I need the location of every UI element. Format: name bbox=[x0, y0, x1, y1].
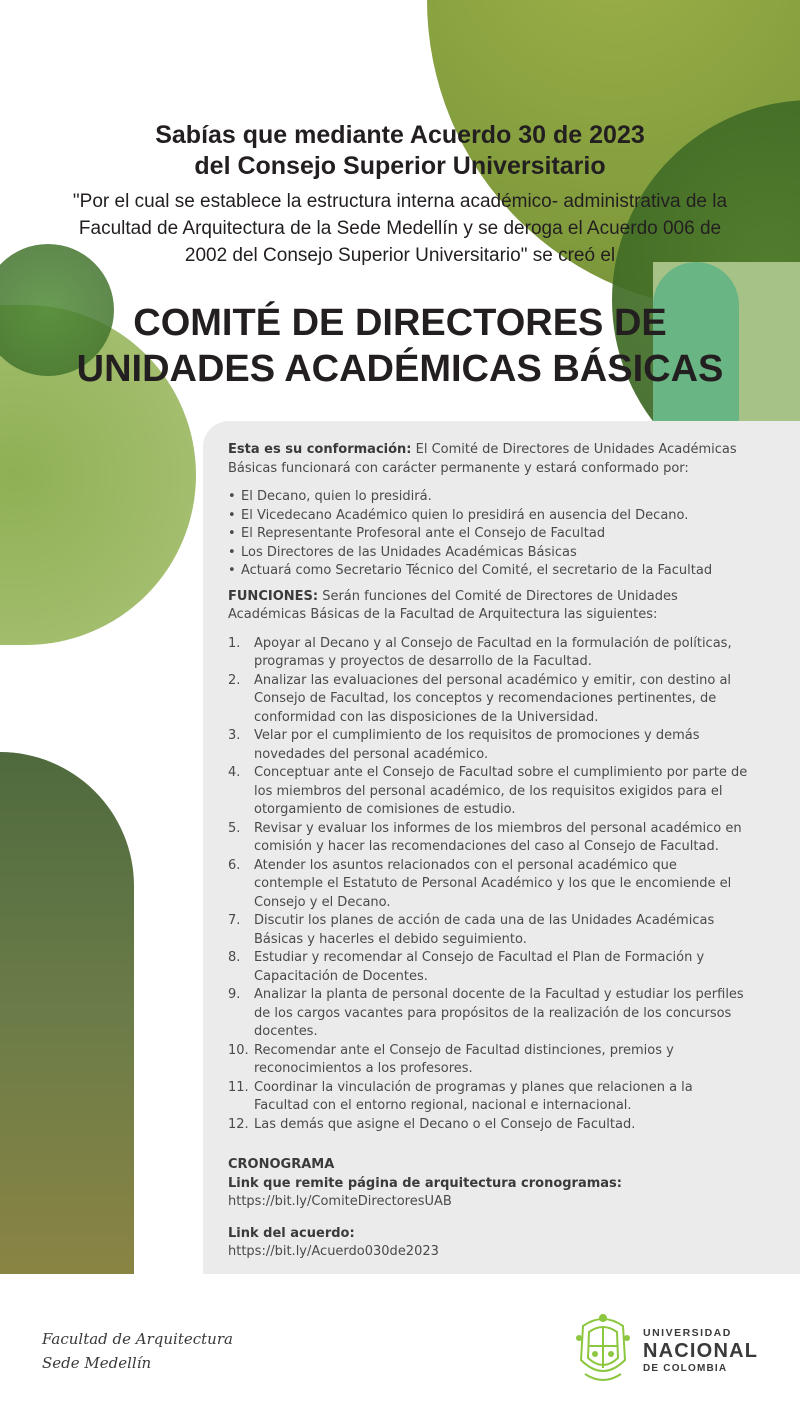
list-item bbox=[228, 857, 748, 913]
acuerdo-label: Link del acuerdo: bbox=[228, 1225, 355, 1241]
cronograma-section bbox=[228, 1156, 748, 1212]
list-item bbox=[228, 820, 748, 857]
conformacion-list bbox=[228, 488, 748, 581]
list-item: • Los Directores de las Unidades Académicas Básicas bbox=[228, 544, 748, 563]
list-item bbox=[228, 912, 748, 949]
item-text: Analizar la planta de personal docente de la Facultad y estudiar los perfiles de los cargos vacantes para propósitos de la realización de los concursos docentes. bbox=[254, 987, 744, 1039]
item-number: 10. bbox=[228, 1042, 249, 1058]
funciones-paragraph bbox=[228, 588, 748, 625]
list-item: • El Representante Profesoral ante el Consejo de Facultad bbox=[228, 525, 748, 544]
item-text: Conceptuar ante el Consejo de Facultad sobre el cumplimiento por parte de los miembros del personal académico, de los requisitos exigidos para el otorgamiento de comisiones de estudio. bbox=[254, 765, 748, 817]
item-number: 11. bbox=[228, 1079, 249, 1095]
conformacion-text: El Comité de Directores de Unidades Académicas Básicas funcionará con carácter permanente y estará conformado por: bbox=[228, 442, 737, 476]
item-number: 5. bbox=[228, 820, 241, 836]
cronograma-title: CRONOGRAMA bbox=[228, 1157, 335, 1172]
item-text: Atender los asuntos relacionados con el personal académico que contemple el Estatuto de Personal Académico y los que le encomiende el Consejo y el Decano. bbox=[254, 857, 732, 910]
title-line-2: UNIDADES ACADÉMICAS BÁSICAS bbox=[76, 348, 724, 390]
list-item bbox=[228, 764, 748, 820]
list-item bbox=[228, 949, 748, 986]
header-line-2: del Consejo Superior Universitario bbox=[194, 152, 606, 180]
item-text: Apoyar al Decano y al Consejo de Facultad en la formulación de políticas, programas y proyectos de desarrollo de la Facultad. bbox=[254, 635, 732, 669]
cronograma-label: Link que remite página de arquitectura cronogramas: bbox=[228, 1175, 622, 1191]
item-text: Las demás que asigne el Decano o el Consejo de Facultad. bbox=[254, 1116, 636, 1132]
item-number: 9. bbox=[228, 987, 241, 1002]
list-item bbox=[228, 635, 748, 672]
cronograma-link[interactable]: https://bit.ly/ComiteDirectoresUAB bbox=[228, 1194, 452, 1209]
item-number: 3. bbox=[228, 728, 241, 743]
un-line-3: DE COLOMBIA bbox=[643, 1363, 728, 1374]
item-number: 8. bbox=[228, 950, 241, 965]
list-item bbox=[228, 986, 748, 1042]
list-item bbox=[228, 1079, 748, 1116]
acuerdo-link[interactable]: https://bit.ly/Acuerdo030de2023 bbox=[228, 1244, 439, 1259]
faculty-name: Facultad de Arquitectura bbox=[42, 1330, 233, 1348]
decor-arch-bottom-left bbox=[0, 752, 134, 1274]
conformacion-paragraph bbox=[228, 441, 748, 478]
item-number: 1. bbox=[228, 635, 241, 651]
acuerdo-section bbox=[228, 1225, 748, 1262]
un-line-1: UNIVERSIDAD bbox=[643, 1327, 732, 1339]
header-line-1: Sabías que mediante Acuerdo 30 de 2023 bbox=[155, 121, 645, 149]
list-item bbox=[228, 1042, 748, 1079]
item-number: 7. bbox=[228, 913, 241, 928]
item-number: 2. bbox=[228, 672, 241, 688]
university-seal-icon bbox=[571, 1308, 635, 1388]
item-text: Coordinar la vinculación de programas y planes que relacionen a la Facultad con el entorno regional, nacional e internacional. bbox=[254, 1079, 693, 1113]
item-text: Velar por el cumplimiento de los requisitos de promociones y demás novedades del personal académico. bbox=[254, 728, 700, 762]
conformacion-label: Esta es su conformación: bbox=[228, 442, 412, 457]
list-item bbox=[228, 727, 748, 764]
un-line-2: NACIONAL bbox=[643, 1340, 759, 1362]
university-wordmark bbox=[643, 1327, 758, 1374]
header-quote: "Por el cual se establece la estructura interna académico- administrativa de la Facultad de Arquitectura de la Sede Medellín y se deroga el Acuerdo 006 de 2002 del Consejo Superior Universitario" se creó el bbox=[72, 191, 728, 266]
list-item: • Actuará como Secretario Técnico del Comité, el secretario de la Facultad bbox=[228, 562, 748, 581]
item-number: 6. bbox=[228, 857, 241, 873]
item-text: Recomendar ante el Consejo de Facultad distinciones, premios y reconocimientos a los profesores. bbox=[254, 1042, 674, 1076]
item-text: Discutir los planes de acción de cada una de las Unidades Académicas Básicas y hacerles el debido seguimiento. bbox=[254, 913, 715, 947]
list-item bbox=[228, 672, 748, 728]
header bbox=[0, 120, 800, 269]
item-text: Revisar y evaluar los informes de los miembros del personal académico en comisión y hacer las recomendaciones del caso al Consejo de Facultad. bbox=[254, 820, 742, 854]
list-item bbox=[228, 1116, 748, 1135]
footer-faculty bbox=[42, 1327, 233, 1375]
item-text: Estudiar y recomendar al Consejo de Facultad el Plan de Formación y Capacitación de Docentes. bbox=[254, 950, 705, 984]
title-line-1: COMITÉ DE DIRECTORES DE bbox=[133, 302, 667, 344]
item-number: 12. bbox=[228, 1116, 249, 1132]
item-text: Analizar las evaluaciones del personal académico y emitir, con destino al Consejo de Facultad, los conceptos y recomendaciones pertinentes, de conformidad con las disposiciones de la Universidad. bbox=[254, 672, 732, 725]
funciones-list bbox=[228, 635, 748, 1135]
funciones-label: FUNCIONES: bbox=[228, 588, 319, 604]
sede-name: Sede Medellín bbox=[42, 1354, 152, 1372]
list-item: • El Decano, quien lo presidirá. bbox=[228, 488, 748, 507]
content-body bbox=[228, 441, 748, 1262]
list-item: • El Vicedecano Académico quien lo presidirá en ausencia del Decano. bbox=[228, 507, 748, 526]
funciones-text: Serán funciones del Comité de Directores de Unidades Académicas Básicas de la Facultad de Arquitectura las siguientes: bbox=[228, 588, 678, 622]
page-title bbox=[0, 300, 800, 392]
item-number: 4. bbox=[228, 765, 241, 780]
